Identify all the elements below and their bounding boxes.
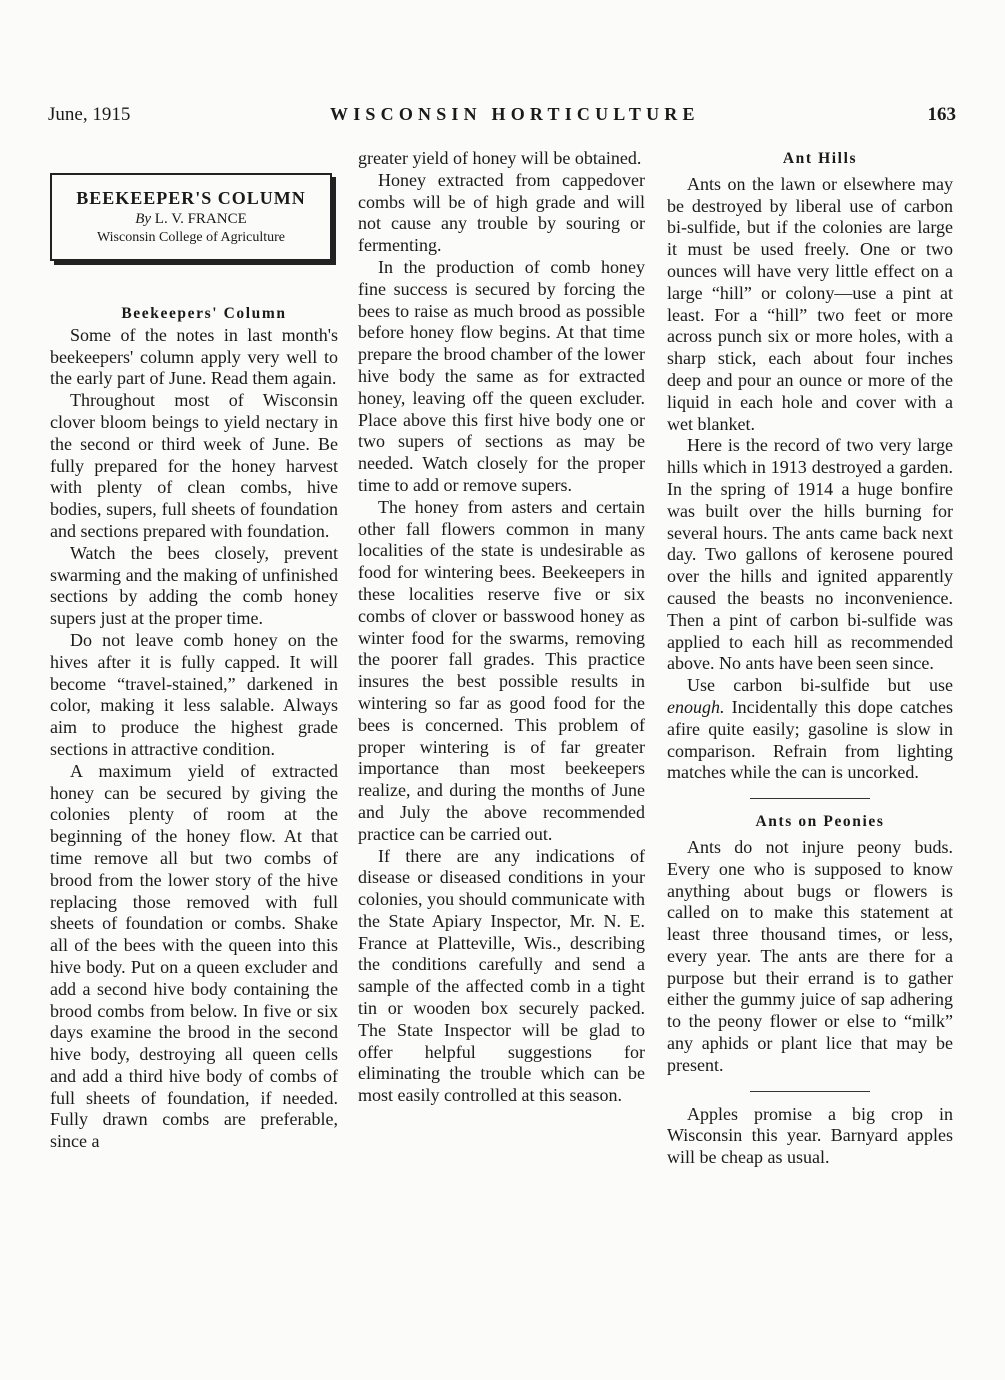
paragraph: Some of the notes in last month's beekeepers' column apply very well to the early part of June. Read them again.: [50, 324, 338, 389]
paragraph: Throughout most of Wisconsin clover bloom beings to yield nectary in the second or third week of June. Be fully prepared for the honey harvest with plenty of clean combs, hive bodies, supers, full sheets of foundation and sections prepared with foundation.: [50, 390, 338, 541]
column-1-body: [50, 303, 338, 1153]
emphasis: enough.: [667, 696, 725, 717]
page-number: 163: [927, 104, 956, 125]
divider: [750, 798, 870, 799]
paragraph: Ants on the lawn or elsewhere may be destroyed by liberal use of carbon bi-sulfide, but if the colonies are large it must be used freely. One or two ounces will have very little effect on a large “hill” or colony—use a pint at least. For a “hill” two feet or more across punch six or more holes, with a sharp stick, each about four inches deep and pour an ounce or more of the liquid in each hole and cover with a wet blanket.: [667, 173, 953, 434]
column-2: [358, 148, 645, 1107]
box-institution: Wisconsin College of Agriculture: [96, 230, 285, 245]
section-heading: Ant Hills: [782, 150, 858, 167]
column-title-box: [50, 173, 332, 261]
paragraph: greater yield of honey will be obtained.: [358, 148, 642, 168]
divider: [750, 1091, 870, 1092]
box-byline: [52, 209, 330, 229]
paragraph: A maximum yield of extracted honey can be secured by giving the colonies plenty of room at the beginning of the honey flow. At that time remove all but two combs of brood from the lower story of the hive replacing those removed with full sheets of foundation or combs. Shake all of the bees with the queen into this hive body. Put on a queen excluder and add a second hive body containing the brood combs from below. In five or six days examine the brood in the second hive body, destroying all queen cells and add a third hive body of combs of full sheets of foundation, if needed. Fully drawn combs are preferable, since a: [50, 760, 338, 1152]
paragraph: If there are any indications of disease or diseased conditions in your colonies, you should communicate with the State Apiary Inspector, Mr. N. E. France at Platteville, Wis., describing the conditions carefully and send a sample of the affected comb in a tight tin or wooden box securely packed. The State Inspector will be glad to offer helpful suggestions for eliminating the trouble which can be most easily controlled at this season.: [358, 845, 645, 1106]
paragraph-text: Use carbon bi-sulfide but use: [687, 675, 953, 696]
box-title: BEEKEEPER'S COLUMN: [76, 188, 306, 208]
box-shadow-bottom: [54, 261, 336, 265]
paragraph: The honey from asters and certain other fall flowers common in many localities of the state is undesirable as food for wintering bees. Beekeepers in these localities reserve five or six combs of clover or basswood honey as winter food for the swarms, removing the poorer fall grades. This practice insures the best possible results in wintering so far as good food for the bees is concerned. This problem of proper wintering is of far greater importance than most beekeepers realize, and during the months of June and July the above recommended practice can be carried out.: [358, 496, 645, 844]
byline-prefix: By: [135, 211, 152, 227]
paragraph: [667, 675, 953, 784]
paragraph: Here is the record of two very large hills which in 1913 destroyed a garden. In the spring of 1914 a huge bonfire was built over the hills burning for several hours. The ants came back next day. Two gallons of kerosene poured over the hills and ignited apparently caused the beasts no inconvenience. Then a pint of carbon bi-sulfide was applied to each hill as recommended above. No ants have been seen since.: [667, 435, 953, 674]
paragraph-text: Incidentally this dope catches afire quite easily; gasoline is slow in comparison. Refrain from lighting matches while the can is uncorked.: [667, 696, 953, 783]
journal-title: WISCONSIN HORTICULTURE: [330, 104, 700, 124]
paragraph: Do not leave comb honey on the hives after it is fully capped. It will become “travel-stained,” darkened in color, making it less salable. Always aim to produce the highest grade sections in attractive condition.: [50, 629, 338, 759]
paragraph: In the production of comb honey fine success is secured by forcing the bees to raise as much brood as possible before honey flow begins. At that time prepare the brood chamber of the lower hive body the same as for extracted honey, leaving off the queen excluder. Place above this first hive body one or two supers of sections as may be needed. Watch closely for the proper time to add or remove supers.: [358, 256, 645, 495]
section-heading: Ants on Peonies: [755, 813, 885, 831]
section-heading: Beekeepers' Column: [121, 305, 287, 322]
page-header: [48, 104, 956, 130]
paragraph: Honey extracted from cappedover combs will be of high grade and will not cause any trouble by souring or fermenting.: [358, 169, 645, 256]
paragraph: Watch the bees closely, prevent swarming and the making of unfinished sections by adding the comb honey supers just at the proper time.: [50, 542, 338, 629]
column-3: [667, 148, 953, 1169]
paragraph: Ants do not injure peony buds. Every one who is supposed to know anything about bugs or flowers is called on to make this statement at least three thousand times, or less, every year. The ants are there for a purpose but their errand is to gather either the gummy juice of sap adhering to the peony flower or else to “milk” any aphids or plant lice that may be present.: [667, 836, 953, 1075]
box-shadow-right: [332, 177, 336, 265]
paragraph: Apples promise a big crop in Wisconsin this year. Barnyard apples will be cheap as usual.: [667, 1103, 953, 1168]
byline-author: L. V. FRANCE: [154, 211, 247, 227]
issue-date: June, 1915: [48, 104, 131, 125]
box-frame: [50, 173, 332, 261]
